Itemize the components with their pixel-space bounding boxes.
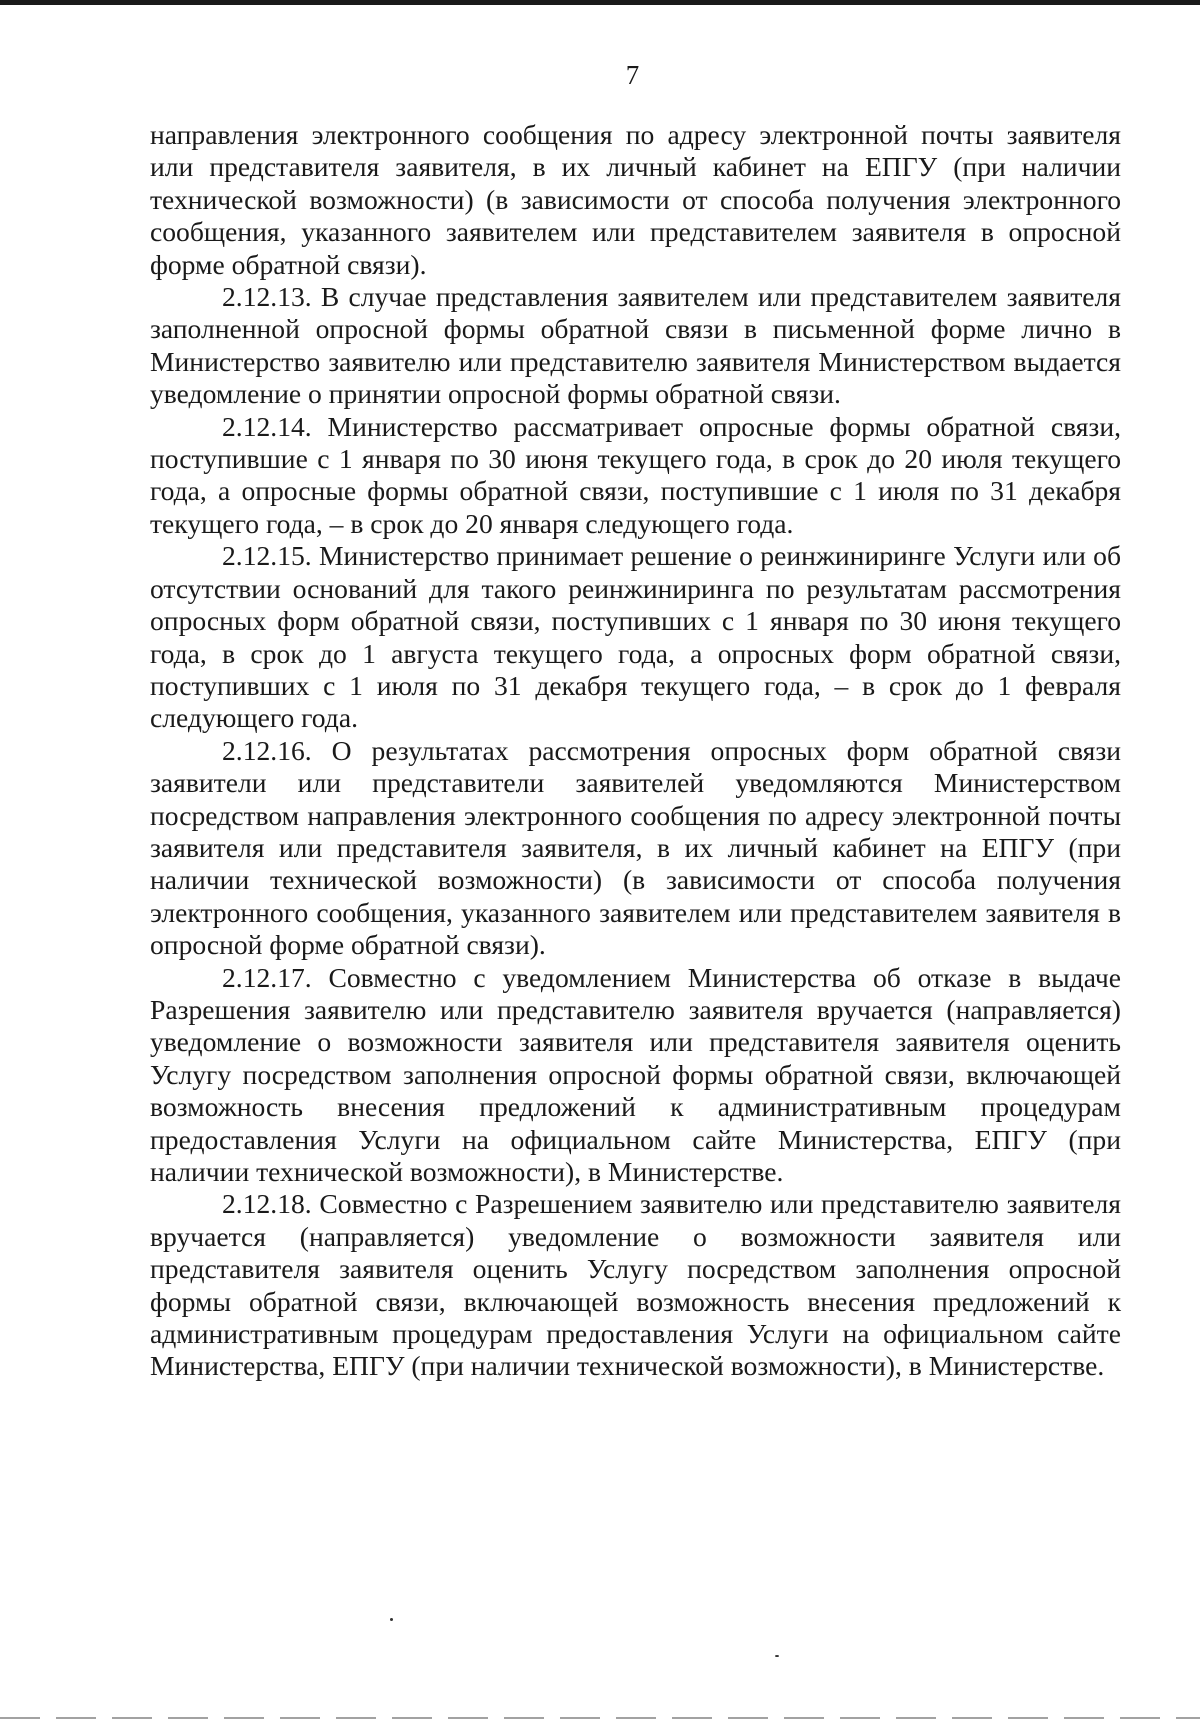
paragraph-2-12-15: 2.12.15. Министерство принимает решение о реинжиниринге Услуги или об отсутствии оснований для такого реинжиниринга по результатам рассмотрения опросных форм обратной связи, поступивших с 1 января по 30 июня текущего года, в срок до 1 августа текущего года, а опросных форм обратной связи, поступивших с 1 июля по 31 декабря текущего года, – в срок до 1 февраля следующего года. [150,540,1121,734]
paragraph-2-12-14: 2.12.14. Министерство рассматривает опросные формы обратной связи, поступившие с 1 января по 30 июня текущего года, в срок до 20 июля текущего года, а опросные формы обратной связи, поступившие с 1 июля по 31 декабря текущего года, – в срок до 20 января следующего года. [150,410,1121,539]
paragraph-2-12-13: 2.12.13. В случае представления заявителем или представителем заявителя заполненной опросной формы обратной связи в письменной форме лично в Министерство заявителю или представителю заявителя Министерством выдается уведомление о принятии опросной формы обратной связи. [150,281,1121,410]
page-number: 7 [625,60,640,90]
scan-speck [775,1655,779,1657]
paragraph-2-12-17: 2.12.17. Совместно с уведомлением Министерства об отказе в выдаче Разрешения заявителю или представителю заявителя вручается (направляется) уведомление о возможности заявителя или представителя заявителя оценить Услугу посредством заполнения опросной формы обратной связи, включающей возможность внесения предложений к административным процедурам предоставления Услуги на официальном сайте Министерства, ЕПГУ (при наличии технической возможности), в Министерстве. [150,961,1121,1187]
paragraph-2-12-16: 2.12.16. О результатах рассмотрения опросных форм обратной связи заявители или представители заявителей уведомляются Министерством посредством направления электронного сообщения по адресу электронной почты заявителя или представителя заявителя, в их личный кабинет на ЕПГУ (при наличии технической возможности) (в зависимости от способа получения электронного сообщения, указанного заявителем или представителем заявителя в опросной форме обратной связи). [150,734,1121,961]
paragraph-continuation: направления электронного сообщения по адресу электронной почты заявителя или представителя заявителя, в их личный кабинет на ЕПГУ (при наличии технической возможности) (в зависимости от способа получения электронного сообщения, указанного заявителем или представителем заявителя в опросной форме обратной связи). [150,119,1121,280]
scan-speck [390,1618,393,1621]
document-body [150,119,1121,1383]
bottom-scan-edge [0,1717,1200,1719]
paragraph-2-12-18: 2.12.18. Совместно с Разрешением заявителю или представителю заявителя вручается (направляется) уведомление о возможности заявителя или представителя заявителя оценить Услугу посредством заполнения опросной формы обратной связи, включающей возможность внесения предложений к административным процедурам предоставления Услуги на официальном сайте Министерства, ЕПГУ (при наличии технической возможности), в Министерстве. [150,1188,1121,1382]
top-border-line [0,0,1200,5]
